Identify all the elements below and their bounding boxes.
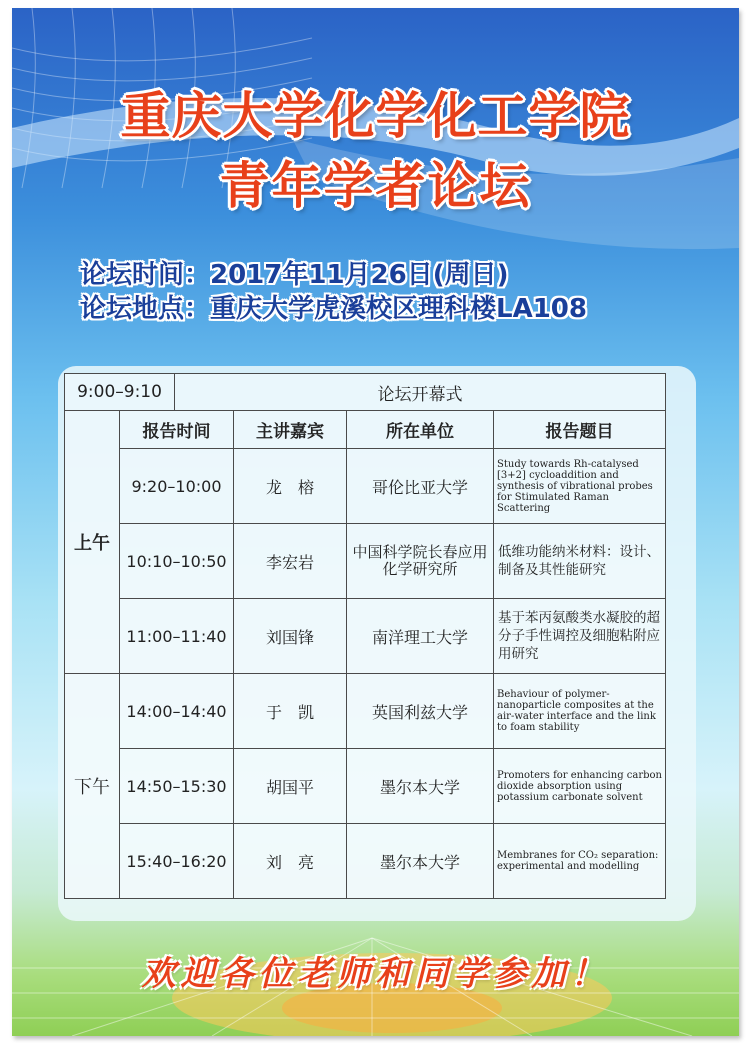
forum-place: 论坛地点：重庆大学虎溪校区理科楼LA108	[80, 294, 587, 324]
talk-time: 14:00–14:40	[120, 674, 234, 749]
title-line-2: 青年学者论坛	[219, 157, 532, 215]
header-row	[65, 411, 666, 449]
talk-topic: 基于苯丙氨酸类水凝胶的超分子手性调控及细胞粘附应用研究	[494, 599, 666, 674]
schedule-table	[64, 373, 666, 899]
talk-topic: Membranes for CO₂ separation: experimental and modelling	[494, 824, 666, 899]
table-row	[65, 599, 666, 674]
talk-topic: Promoters for enhancing carbon dioxide absorption using potassium carbonate solvent	[494, 749, 666, 824]
table-row	[65, 749, 666, 824]
talk-unit: 墨尔本大学	[347, 749, 494, 824]
talk-time: 14:50–15:30	[120, 749, 234, 824]
welcome-message: 欢迎各位老师和同学参加！	[141, 954, 610, 994]
opening-row	[65, 374, 666, 411]
talk-topic: Study towards Rh-catalysed [3+2] cycloaddition and synthesis of vibrational probes for Stimulated Raman Scattering	[494, 449, 666, 524]
session-morning: 上午	[65, 411, 120, 674]
talk-speaker: 刘 亮	[234, 824, 347, 899]
header-time: 报告时间	[120, 411, 234, 449]
talk-unit: 哥伦比亚大学	[347, 449, 494, 524]
header-unit: 所在单位	[347, 411, 494, 449]
talk-speaker: 李宏岩	[234, 524, 347, 599]
talk-speaker: 胡国平	[234, 749, 347, 824]
table-row	[65, 674, 666, 749]
talk-speaker: 刘国锋	[234, 599, 347, 674]
talk-unit: 英国利兹大学	[347, 674, 494, 749]
talk-unit: 墨尔本大学	[347, 824, 494, 899]
talk-time: 11:00–11:40	[120, 599, 234, 674]
talk-speaker: 龙 榕	[234, 449, 347, 524]
talk-speaker: 于 凯	[234, 674, 347, 749]
session-afternoon: 下午	[65, 674, 120, 899]
table-row	[65, 524, 666, 599]
talk-time: 9:20–10:00	[120, 449, 234, 524]
title-line-1: 重庆大学化学化工学院	[120, 87, 631, 145]
forum-time: 论坛时间：2017年11月26日(周日)	[80, 260, 509, 290]
header-speaker: 主讲嘉宾	[234, 411, 347, 449]
talk-unit: 南洋理工大学	[347, 599, 494, 674]
talk-unit: 中国科学院长春应用化学研究所	[347, 524, 494, 599]
talk-time: 10:10–10:50	[120, 524, 234, 599]
talk-topic: Behaviour of polymer-nanoparticle composites at the air-water interface and the link to foam stability	[494, 674, 666, 749]
talk-time: 15:40–16:20	[120, 824, 234, 899]
talk-topic: 低维功能纳米材料：设计、制备及其性能研究	[494, 524, 666, 599]
opening-time: 9:00–9:10	[65, 374, 175, 411]
table-row	[65, 824, 666, 899]
table-row	[65, 449, 666, 524]
header-topic: 报告题目	[494, 411, 666, 449]
opening-label: 论坛开幕式	[175, 374, 666, 411]
